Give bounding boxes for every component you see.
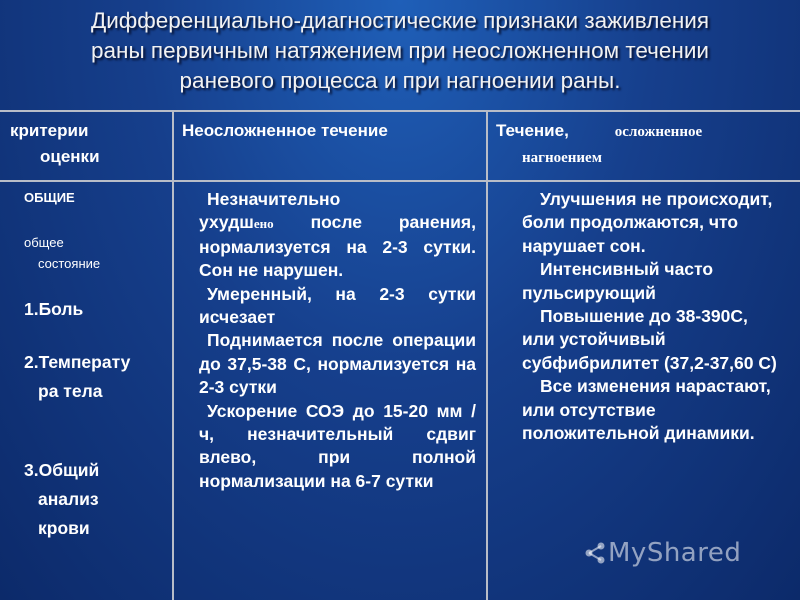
uncomplicated-column [199,188,476,493]
criteria-state-line2: состояние [38,256,101,271]
column-divider-2 [486,110,488,600]
share-icon [583,541,607,565]
column-divider-1 [172,110,174,600]
title-line-1: Дифференциально-диагностические признаки заживления [90,8,710,33]
uncomplicated-temperature-pain: Умеренный, на 2-3 сутки исчезает [199,283,476,328]
uncomplicated-pain-word: ухудш [199,212,254,233]
header-criteria [10,118,160,170]
complicated-column [522,188,777,445]
complicated-state: Улучшения не происходит, боли продолжаются, что нарушает сон. [522,189,773,256]
criteria-pain: 1.Боль [24,299,84,319]
header-complicated [496,118,796,171]
uncomplicated-pain-line1: Незначительно [207,189,341,209]
criteria-temperature [24,348,130,406]
title-line-2: раны первичным натяжением при неосложненном течении [91,38,709,63]
criteria-temp-line2: ра тела [38,381,103,401]
uncomplicated-pain-rest: после ранения, нормализуется на 2-3 сутки. Сон не нарушен. [199,212,476,281]
criteria-blood-line3: крови [38,518,90,538]
complicated-pain: Интенсивный часто пульсирующий [522,259,714,303]
criteria-temp-line1: 2.Температу [24,352,131,372]
criteria-state-line1: общее [24,235,64,250]
uncomplicated-pain-word-end: ено [253,216,274,232]
complicated-blood: Все изменения нарастают, или отсутствие положительной динамики. [522,376,771,444]
header-row [0,110,800,180]
header-divider [0,180,800,182]
comparison-table [0,110,800,600]
uncomplicated-pain [199,211,476,282]
header-complicated-word: Течение, [496,121,569,140]
header-uncomplicated: Неосложненное течение [182,121,388,140]
watermark: MyShared [608,538,742,568]
header-complicated-word3: нагноением [522,150,602,166]
header-criteria-line1: критерии [10,121,89,140]
complicated-temperature: Повышение до 38-390С, или устойчивый субфибрилитет (37,2-37,60 С) [522,306,777,373]
title-line-3: раневого процесса и при нагноении раны. [179,68,621,93]
criteria-general: ОБЩИЕ [24,190,75,205]
criteria-blood [24,456,99,543]
uncomplicated-temperature: Поднимается после операции до 37,5-38 С, нормализуется на 2-3 сутки [199,330,476,398]
uncomplicated-blood: Ускорение СОЭ до 15-20 мм / ч, незначительный сдвиг влево, при полной нормализации на 6-7 сутки [199,400,476,491]
criteria-state [24,232,100,274]
criteria-blood-line1: 3.Общий [24,460,100,480]
criteria-blood-line2: анализ [38,489,99,509]
header-complicated-word2: осложненное [614,124,703,140]
header-criteria-line2: оценки [40,147,100,166]
slide-title [20,6,780,96]
